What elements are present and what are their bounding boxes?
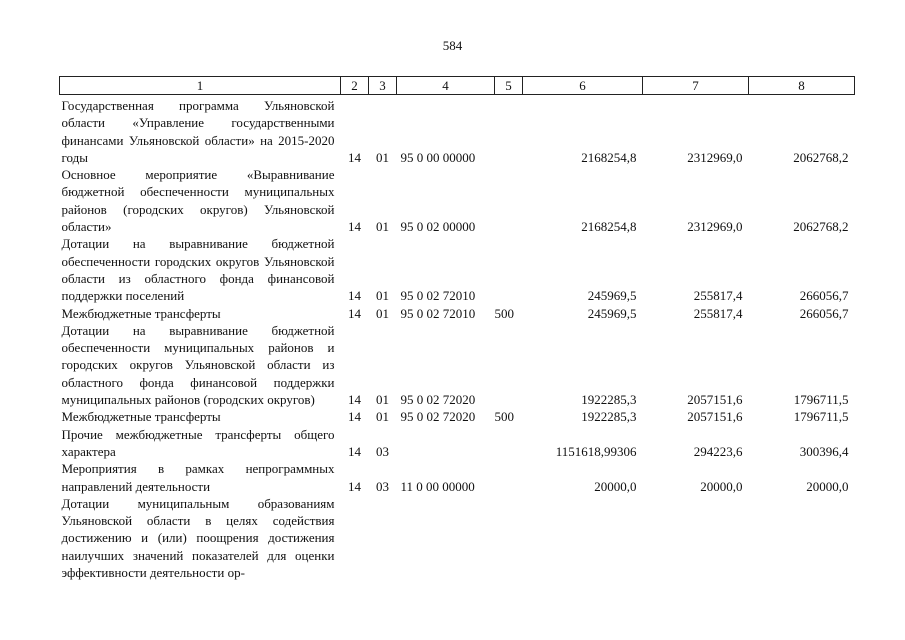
row-target-code [397, 426, 495, 461]
row-section: 14 [348, 288, 361, 304]
row-amount-1: 245969,5 [587, 305, 637, 321]
row-name: Межбюджетные трансферты [61, 409, 221, 425]
row-amount-1: 2168254,8 [581, 149, 637, 165]
row-amount-2 [643, 495, 749, 581]
row-amount-3 [749, 495, 855, 581]
row-amount-3: 266056,7 [799, 288, 849, 304]
row-name: Основное мероприятие «Выравнивание бюджетной обеспеченности муниципальных районов (городских округов) Ульяновской области» [61, 167, 335, 235]
page-number: 584 [442, 38, 463, 53]
table-row [60, 408, 855, 425]
row-amount-1: 1922285,3 [581, 409, 637, 425]
row-section: 14 [348, 149, 361, 165]
row-amount-2: 2057151,6 [687, 392, 743, 408]
row-amount-2: 2312969,0 [687, 219, 743, 235]
row-subsection: 03 [376, 478, 389, 494]
table-body [60, 95, 855, 582]
row-section: 14 [348, 409, 361, 425]
row-subsection: 01 [376, 149, 389, 165]
row-section [341, 495, 369, 581]
row-target-code: 95 0 02 72010 [400, 288, 476, 304]
row-name: Прочие межбюджетные трансферты общего характера [61, 426, 335, 459]
table-row [60, 426, 855, 461]
row-expense-type: 500 [494, 305, 514, 321]
row-amount-3: 266056,7 [799, 305, 849, 321]
header-col-4: 4 [397, 77, 495, 95]
row-amount-1: 20000,0 [594, 478, 637, 494]
row-expense-type [495, 235, 523, 304]
table-row [60, 305, 855, 322]
row-expense-type: 500 [494, 409, 514, 425]
row-expense-type [495, 495, 523, 581]
table-header [60, 77, 855, 95]
row-section: 14 [348, 219, 361, 235]
row-amount-1: 1922285,3 [581, 392, 637, 408]
row-subsection: 03 [376, 443, 389, 459]
row-name: Мероприятия в рамках непрограммных направлений деятельности [61, 461, 335, 494]
row-amount-2: 20000,0 [700, 478, 743, 494]
row-target-code: 95 0 02 72010 [400, 305, 476, 321]
row-subsection: 01 [376, 305, 389, 321]
row-amount-3: 1796711,5 [793, 392, 849, 408]
header-col-7: 7 [643, 77, 749, 95]
row-amount-1 [523, 495, 643, 581]
row-target-code: 95 0 02 72020 [400, 409, 476, 425]
header-col-2: 2 [341, 77, 369, 95]
header-col-1: 1 [60, 77, 341, 95]
row-amount-1: 245969,5 [587, 288, 637, 304]
row-amount-3: 2062768,2 [793, 219, 849, 235]
header-col-6: 6 [523, 77, 643, 95]
row-amount-3: 1796711,5 [793, 409, 849, 425]
row-target-code: 11 0 00 00000 [400, 478, 475, 494]
budget-table [59, 76, 855, 581]
table-row [60, 460, 855, 495]
row-section: 14 [348, 443, 361, 459]
row-amount-2: 255817,4 [693, 288, 743, 304]
row-subsection: 01 [376, 392, 389, 408]
row-section: 14 [348, 305, 361, 321]
row-name: Межбюджетные трансферты [61, 305, 221, 321]
row-expense-type [495, 460, 523, 495]
row-target-code: 95 0 02 72020 [400, 392, 476, 408]
row-amount-1: 2168254,8 [581, 219, 637, 235]
row-name: Дотации муниципальным образованиям Ульяновской области в целях содействия достижению и (или) поощрения достижения наилучших значений показателей для оценки эффективности деятельности ор- [61, 495, 335, 581]
row-name: Дотации на выравнивание бюджетной обеспеченности муниципальных районов и городских округов Ульяновской области из областного фонда финансовой поддержки муниципальных районов (городских округов) [61, 322, 335, 408]
table-row [60, 95, 855, 167]
table-row [60, 166, 855, 235]
row-subsection [369, 495, 397, 581]
row-expense-type [495, 322, 523, 408]
row-target-code: 95 0 00 00000 [400, 149, 476, 165]
row-amount-2: 294223,6 [693, 443, 743, 459]
row-target-code: 95 0 02 00000 [400, 219, 476, 235]
row-name: Государственная программа Ульяновской области «Управление государственными финансами Ульяновской области» на 2015-2020 годы [61, 98, 335, 165]
header-col-3: 3 [369, 77, 397, 95]
row-amount-2: 255817,4 [693, 305, 743, 321]
table-row [60, 495, 855, 581]
row-target-code [397, 495, 495, 581]
row-expense-type [495, 95, 523, 167]
row-amount-3: 300396,4 [799, 443, 849, 459]
row-expense-type [495, 426, 523, 461]
table-row [60, 235, 855, 304]
header-col-8: 8 [749, 77, 855, 95]
row-section: 14 [348, 478, 361, 494]
row-subsection: 01 [376, 219, 389, 235]
row-amount-3: 2062768,2 [793, 149, 849, 165]
row-amount-1: 1151618,99306 [555, 443, 637, 459]
header-row [60, 77, 855, 95]
row-subsection: 01 [376, 288, 389, 304]
row-section: 14 [348, 392, 361, 408]
header-col-5: 5 [495, 77, 523, 95]
row-expense-type [495, 166, 523, 235]
row-amount-3: 20000,0 [806, 478, 849, 494]
row-subsection: 01 [376, 409, 389, 425]
row-name: Дотации на выравнивание бюджетной обеспеченности городских округов Ульяновской области из областного фонда финансовой поддержки поселений [61, 236, 335, 304]
row-amount-2: 2057151,6 [687, 409, 743, 425]
table-row [60, 322, 855, 408]
row-amount-2: 2312969,0 [687, 149, 743, 165]
